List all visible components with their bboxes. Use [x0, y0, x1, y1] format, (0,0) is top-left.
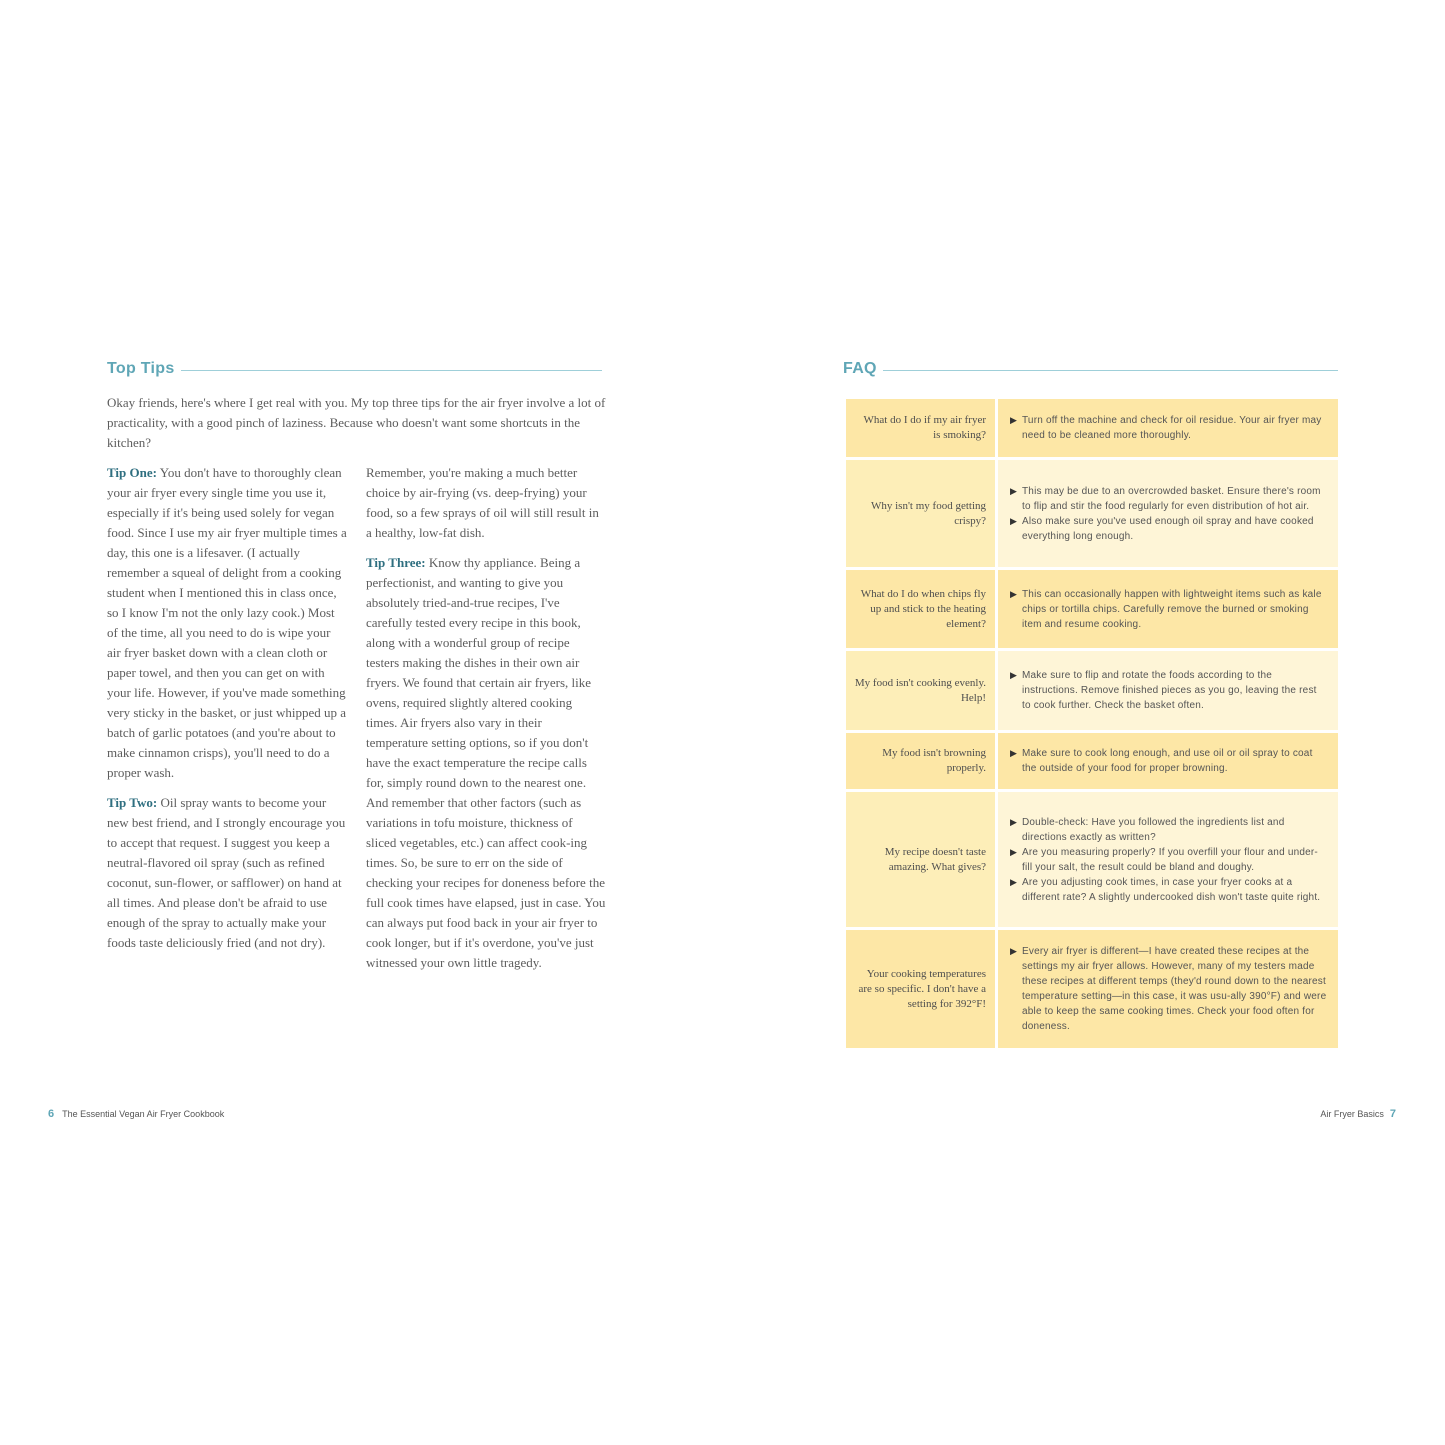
- section-name: Air Fryer Basics: [1320, 1109, 1384, 1119]
- faq-question: Why isn't my food getting crispy?: [845, 459, 997, 569]
- faq-row: [845, 398, 1340, 459]
- heading-rule: [181, 370, 602, 371]
- answer-bullet: ▶ Are you adjusting cook times, in case your fryer cooks at a different rate? A slightly undercooked dish won't taste quite right.: [1010, 876, 1321, 903]
- triangle-bullet-icon: ▶: [1010, 670, 1018, 680]
- answer-bullet: ▶ Double-check: Have you followed the ingredients list and directions exactly as written?: [1010, 816, 1285, 843]
- intro-paragraph: Okay friends, here's where I get real with you. My top three tips for the air fryer involve a lot of practicality, with a good pinch of laziness. Because who doesn't want some shortcuts in the kitchen?: [107, 395, 606, 450]
- triangle-bullet-icon: ▶: [1010, 846, 1018, 857]
- tip-two-label: Tip Two:: [107, 795, 158, 810]
- triangle-bullet-icon: ▶: [1010, 876, 1018, 887]
- faq-question: Your cooking temperatures are so specific. I don't have a setting for 392°F!: [845, 929, 997, 1050]
- faq-answer: [997, 929, 1340, 1050]
- answer-bullet: ▶ Make sure to flip and rotate the foods according to the instructions. Remove finished pieces as you go, leaving the rest to cook further. Check the basket often.: [1010, 670, 1317, 711]
- faq-row: [845, 459, 1340, 569]
- faq-answer: [997, 791, 1340, 929]
- faq-row: [845, 929, 1340, 1050]
- answer-bullet: ▶ Make sure to cook long enough, and use oil or oil spray to coat the outside of your food for proper browning.: [1010, 748, 1313, 774]
- answer-bullet: ▶ Also make sure you've used enough oil spray and have cooked everything long enough.: [1010, 515, 1314, 542]
- faq-question: What do I do when chips fly up and stick to the heating element?: [845, 569, 997, 650]
- triangle-bullet-icon: ▶: [1010, 515, 1018, 526]
- faq-answer: [997, 569, 1340, 650]
- answer-bullet: ▶ This can occasionally happen with lightweight items such as kale chips or tortilla chips. Carefully remove the burned or smoking item and resume cooking.: [1010, 588, 1322, 630]
- heading-rule: [883, 370, 1338, 371]
- faq-heading: [843, 360, 1338, 378]
- faq-row: [845, 650, 1340, 732]
- answer-bullet: ▶ Turn off the machine and check for oil residue. Your air fryer may need to be cleaned more thoroughly.: [1010, 415, 1322, 441]
- faq-question: What do I do if my air fryer is smoking?: [845, 398, 997, 459]
- section-title: Top Tips: [107, 360, 175, 377]
- faq-row: [845, 732, 1340, 791]
- tip-three-paragraph: [366, 553, 606, 973]
- book-title: The Essential Vegan Air Fryer Cookbook: [62, 1109, 225, 1119]
- top-tips-heading: [107, 360, 602, 378]
- answer-bullet: ▶ Are you measuring properly? If you overfill your flour and under-fill your salt, the result could be bland and doughy.: [1010, 846, 1318, 873]
- faq-question: My recipe doesn't taste amazing. What gives?: [845, 791, 997, 929]
- faq-question: My food isn't browning properly.: [845, 732, 997, 791]
- faq-row: [845, 791, 1340, 929]
- faq-table: [843, 396, 1341, 1051]
- text-column-2: [366, 463, 606, 983]
- page-number: 6: [48, 1108, 55, 1120]
- tip-one-text: You don't have to thoroughly clean your air fryer every single time you use it, especially if it's being used solely for vegan food. Since I use my air fryer multiple times a day, this one is a lifesaver. (I actually remember a squeal of delight from a cooking student when I mentioned this in class once, so I know I'm not the only lazy cook.) Most of the time, all you need to do is wipe your air fryer basket down with a clean cloth or paper towel, and then you can get on with your life. However, if you've made something very sticky in the basket, or just whipped up a batch of garlic potatoes (and you're about to make cinnamon crisps), you'll need to do a proper wash.: [107, 465, 347, 780]
- triangle-bullet-icon: ▶: [1010, 485, 1018, 496]
- left-page-footer: [48, 1108, 224, 1120]
- tip-one-label: Tip One:: [107, 465, 157, 480]
- faq-answer: [997, 398, 1340, 459]
- right-page-footer: [1320, 1108, 1396, 1120]
- triangle-bullet-icon: ▶: [1010, 816, 1018, 827]
- tip-two-paragraph: [107, 793, 347, 953]
- tip-three-text: Know thy appliance. Being a perfectionist, and wanting to give you absolutely tried-and-true recipes, I've carefully tested every recipe in this book, along with a wonderful group of recipe testers making the dishes in their own air fryers. We found that certain air fryers, like ovens, required slightly altered cooking times. Air fryers also vary in their temperature setting options, so if you don't have the exact temperature the recipe calls for, simply round down to the nearest one. And remember that other factors (such as variations in tofu moisture, thickness of sliced vegetables, etc.) can affect cook-ing times. So, be sure to err on the side of checking your recipes for doneness before the full cook times have elapsed, just in case. You can always put food back in your air fryer to cook longer, but if it's overdone, you've just witnessed your own little tragedy.: [366, 555, 606, 970]
- tip-two-continuation: Remember, you're making a much better choice by air-frying (vs. deep-frying) your food, so a few sprays of oil will still result in a healthy, low-fat dish.: [366, 465, 599, 540]
- section-title: FAQ: [843, 360, 877, 377]
- faq-answer: [997, 650, 1340, 732]
- tip-two-text: Oil spray wants to become your new best friend, and I strongly encourage you to accept that request. I suggest you keep a neutral-flavored oil spray (such as refined coconut, sun-flower, or safflower) on hand at all times. And please don't be afraid to use enough of the spray to actually make your foods taste deliciously fried (and not dry).: [107, 795, 346, 950]
- page-number: 7: [1389, 1108, 1396, 1120]
- answer-bullet: ▶ Every air fryer is different—I have created these recipes at the settings my air fryer allows. However, many of my testers made these recipes at different temps (they'd round down to the nearest temperature setting—in this case, it was usu-ally 390°F) and were able to keep the same cooking times. Check your food often for doneness.: [1010, 946, 1327, 1032]
- tip-three-label: Tip Three:: [366, 555, 426, 570]
- text-column-1: [107, 463, 347, 963]
- faq-row: [845, 569, 1340, 650]
- tip-one-paragraph: [107, 463, 347, 783]
- faq-question: My food isn't cooking evenly. Help!: [845, 650, 997, 732]
- triangle-bullet-icon: ▶: [1010, 946, 1018, 956]
- triangle-bullet-icon: ▶: [1010, 588, 1018, 599]
- answer-bullet: ▶ This may be due to an overcrowded basket. Ensure there's room to flip and stir the food regularly for even distribution of hot air.: [1010, 485, 1321, 512]
- faq-answer: [997, 459, 1340, 569]
- triangle-bullet-icon: ▶: [1010, 415, 1018, 425]
- faq-answer: [997, 732, 1340, 791]
- triangle-bullet-icon: ▶: [1010, 748, 1018, 758]
